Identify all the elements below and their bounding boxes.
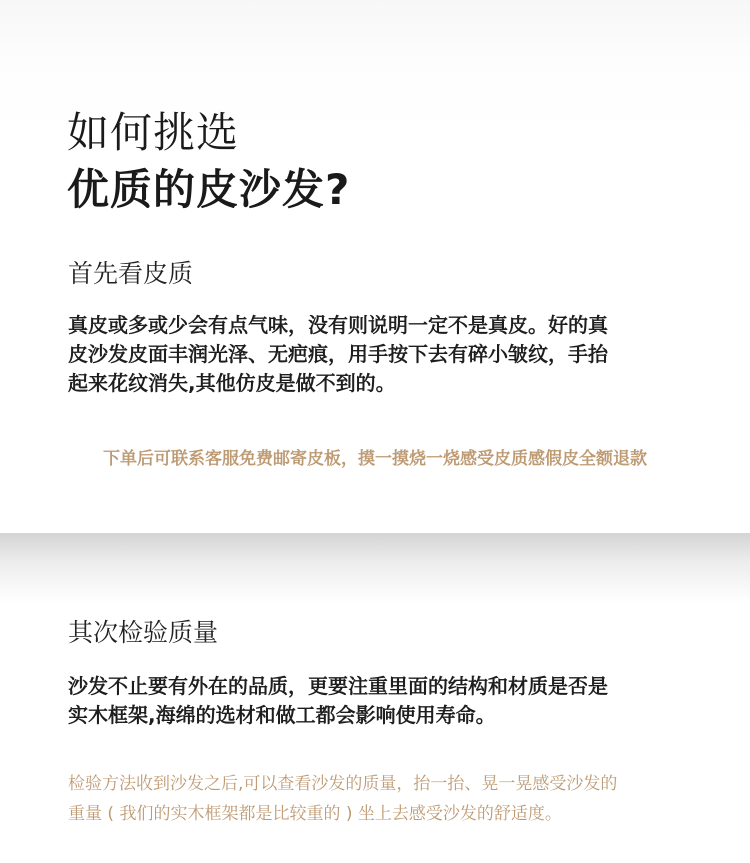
page-title-line1: 如何挑选 [67,108,240,157]
section1-body-line: 起来花纹消失,其他仿皮是做不到的。 [68,371,396,395]
section2-note [68,769,617,829]
page-title-line2: 优质的皮沙发? [67,165,351,214]
section1-body-line: 真皮或多或少会有点气味，没有则说明一定不是真皮。好的真 [68,313,608,337]
section2-body-line: 沙发不止要有外在的品质，更要注重里面的结构和材质是否是 [68,674,608,698]
section2-body-line: 实木框架,海绵的选材和做工都会影响使用寿命。 [68,703,496,727]
section2-heading: 其次检验质量 [68,618,219,647]
section1-heading: 首先看皮质 [68,259,194,288]
section2-body [68,672,608,730]
section1-body-line: 皮沙发皮面丰润光泽、无疤痕，用手按下去有碎小皱纹，手抬 [68,342,608,366]
section1-body [68,311,608,398]
section2-note-line: 检验方法收到沙发之后,可以查看沙发的质量，抬一抬、晃一晃感受沙发的 [68,774,618,794]
section-divider [0,533,750,603]
section2-note-line: 重量 ( 我们的实木框架都是比较重的 ) 坐上去感受沙发的舒适度。 [68,804,562,824]
section1-note: 下单后可联系客服免费邮寄皮板，摸一摸烧一烧感受皮质感假皮全额退款 [103,449,647,469]
